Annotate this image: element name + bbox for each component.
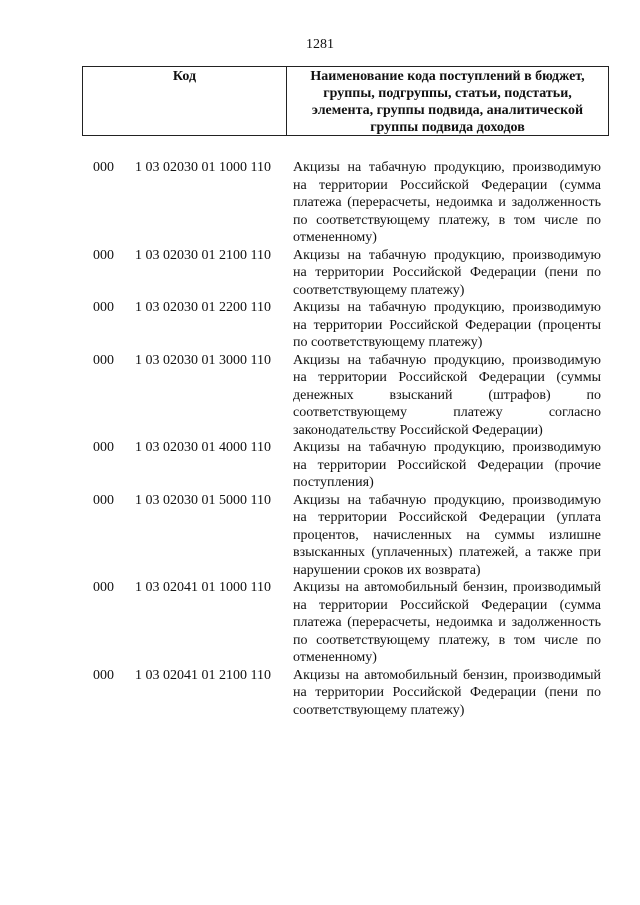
revenue-description: Акцизы на табачную продукцию, производимую на территории Российской Федерации (уплата процентов, начисленных на суммы излишне взысканных (уплаченных) платежей, а также при нарушении сроков их возврата) (293, 492, 601, 578)
revenue-code: 1 03 02041 01 2100 110 (135, 667, 271, 683)
table-row (0, 492, 640, 580)
admin-code: 000 (93, 492, 114, 508)
header-name-label: Наименование кода поступлений в бюджет, группы, подгруппы, статьи, подстатьи, элемента, группы подвида, аналитической группы подвида доходов (310, 69, 585, 135)
revenue-description: Акцизы на табачную продукцию, производимую на территории Российской Федерации (пени по соответствующему платежу) (293, 247, 601, 298)
admin-code: 000 (93, 352, 114, 368)
table-row (0, 247, 640, 300)
table-row (0, 159, 640, 247)
page-number: 1281 (306, 37, 334, 52)
revenue-description: Акцизы на автомобильный бензин, производимый на территории Российской Федерации (сумма платежа (перерасчеты, недоимка и задолженность по соответствующему платежу, в том числе по отмененному) (293, 580, 601, 665)
table-row (0, 667, 640, 720)
admin-code: 000 (93, 440, 114, 455)
table-row (0, 352, 640, 440)
table-body (0, 159, 640, 719)
admin-code: 000 (93, 580, 114, 595)
table-header (82, 66, 609, 136)
revenue-code: 1 03 02041 01 1000 110 (135, 580, 271, 595)
table-row (0, 579, 640, 667)
header-code-label: Код (83, 67, 287, 135)
table-row (0, 299, 640, 352)
revenue-description: Акцизы на автомобильный бензин, производимый на территории Российской Федерации (пени по соответствующему платежу) (293, 667, 601, 718)
admin-code: 000 (93, 160, 114, 175)
revenue-code: 1 03 02030 01 5000 110 (135, 492, 271, 508)
revenue-description: Акцизы на табачную продукцию, производимую на территории Российской Федерации (проценты по соответствующему платежу) (293, 300, 601, 350)
revenue-description: Акцизы на табачную продукцию, производимую на территории Российской Федерации (сумма платежа (перерасчеты, недоимка и задолженность по соответствующему платежу, в том числе по отмененному) (293, 160, 601, 245)
admin-code: 000 (93, 247, 114, 263)
revenue-code: 1 03 02030 01 4000 110 (135, 440, 271, 455)
revenue-code: 1 03 02030 01 1000 110 (135, 160, 271, 175)
revenue-code: 1 03 02030 01 3000 110 (135, 352, 271, 368)
admin-code: 000 (93, 300, 114, 315)
revenue-description: Акцизы на табачную продукцию, производимую на территории Российской Федерации (прочие поступления) (293, 440, 601, 490)
table-row (0, 439, 640, 492)
admin-code: 000 (93, 667, 114, 683)
revenue-description: Акцизы на табачную продукцию, производимую на территории Российской Федерации (суммы денежных взысканий (штрафов) по соответствующему платежу согласно законодательству Российской Федерации) (293, 352, 601, 438)
revenue-code: 1 03 02030 01 2100 110 (135, 247, 271, 263)
revenue-code: 1 03 02030 01 2200 110 (135, 300, 271, 315)
